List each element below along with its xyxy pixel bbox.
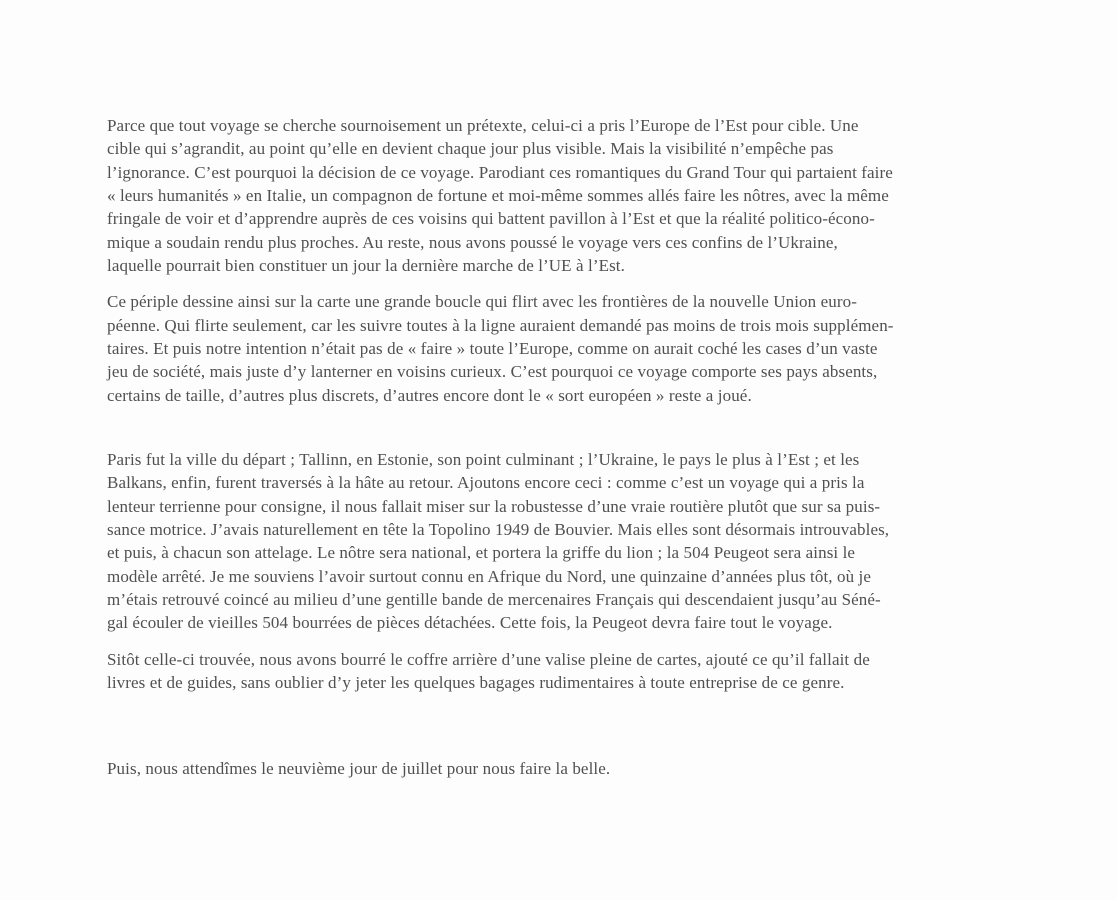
paragraph xyxy=(107,757,1067,780)
text-line: Paris fut la ville du départ ; Tallinn, en Estonie, son point culminant ; l’Ukraine, le pays le plus à l’Est ; et les xyxy=(107,449,860,469)
text-line: Puis, nous attendîmes le neuvième jour de juillet pour nous faire la belle. xyxy=(107,759,611,779)
text-line: péenne. Qui flirte seulement, car les suivre toutes à la ligne auraient demandé pas moins de trois mois supplémen- xyxy=(107,315,894,335)
text-line: modèle arrêté. Je me souviens l’avoir surtout connu en Afrique du Nord, une quinzaine d’années plus tôt, où je xyxy=(107,566,871,586)
paragraph xyxy=(107,648,1067,695)
text-line: et puis, à chacun son attelage. Le nôtre sera national, et portera la griffe du lion ; la 504 Peugeot sera ainsi le xyxy=(107,543,856,563)
text-line: certains de taille, d’autres plus discrets, d’autres encore dont le « sort européen » reste a joué. xyxy=(107,385,752,405)
text-line: jeu de société, mais juste d’y lanterner en voisins curieux. C’est pourquoi ce voyage comporte ses pays absents, xyxy=(107,362,878,382)
text-line: lenteur terrienne pour consigne, il nous fallait miser sur la robustesse d’une vraie routière plutôt que sur sa puis- xyxy=(107,496,881,516)
text-line: fringale de voir et d’apprendre auprès de ces voisins qui battent pavillon à l’Est et que la réalité politico-écono- xyxy=(107,209,875,229)
text-line: taires. Et puis notre intention n’était pas de « faire » toute l’Europe, comme on aurait coché les cases d’un vaste xyxy=(107,338,878,358)
text-line: livres et de guides, sans oublier d’y jeter les quelques bagages rudimentaires à toute entreprise de ce genre. xyxy=(107,672,845,692)
paragraph xyxy=(107,290,1067,407)
text-line: Sitôt celle-ci trouvée, nous avons bourré le coffre arrière d’une valise pleine de cartes, ajouté ce qu’il fallait de xyxy=(107,649,870,669)
text-line: Balkans, enfin, furent traversés à la hâte au retour. Ajoutons encore ceci : comme c’est un voyage qui a pris la xyxy=(107,473,865,493)
text-line: laquelle pourrait bien constituer un jour la dernière marche de l’UE à l’Est. xyxy=(107,255,625,275)
text-line: « leurs humanités » en Italie, un compagnon de fortune et moi-même sommes allés faire les nôtres, avec la même xyxy=(107,185,889,205)
text-line: mique a soudain rendu plus proches. Au reste, nous avons poussé le voyage vers ces confins de l’Ukraine, xyxy=(107,232,838,252)
text-line: cible qui s’agrandit, au point qu’elle en devient chaque jour plus visible. Mais la visibilité n’empêche pas xyxy=(107,139,834,159)
paragraph xyxy=(107,114,1067,277)
text-line: l’ignorance. C’est pourquoi la décision de ce voyage. Parodiant ces romantiques du Grand Tour qui partaient faire xyxy=(107,162,893,182)
text-line: Ce périple dessine ainsi sur la carte une grande boucle qui flirt avec les frontières de la nouvelle Union euro- xyxy=(107,292,857,312)
text-line: gal écouler de vieilles 504 bourrées de pièces détachées. Cette fois, la Peugeot devra faire tout le voyage. xyxy=(107,613,833,633)
paragraph xyxy=(107,448,1067,635)
text-line: m’étais retrouvé coincé au milieu d’une gentille bande de mercenaires Français qui descendaient jusqu’au Séné- xyxy=(107,589,881,609)
text-block xyxy=(107,114,1067,781)
text-line: Parce que tout voyage se cherche sournoisement un prétexte, celui-ci a pris l’Europe de l’Est pour cible. Une xyxy=(107,116,859,135)
text-line: sance motrice. J’avais naturellement en tête la Topolino 1949 de Bouvier. Mais elles sont désormais introuvables, xyxy=(107,519,890,539)
